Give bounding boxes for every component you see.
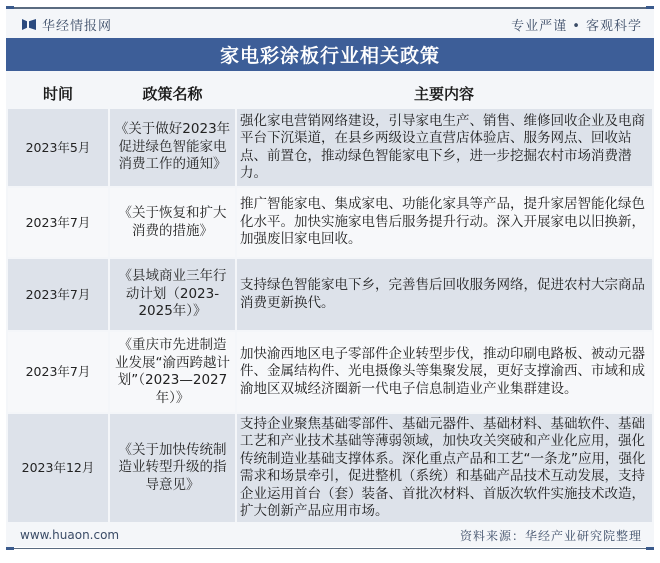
top-divider [6,7,654,9]
row-policy-name: 《关于恢复和扩大消费的措施》 [110,188,235,257]
brand [22,15,112,34]
table-row [8,259,654,330]
data-source: 资料来源：华经产业研究院整理 [459,528,642,543]
huajing-logo-icon [22,18,36,30]
page-title: 家电彩涂板行业相关政策 [219,45,440,67]
row-time: 2023年7月 [8,188,108,257]
table-row [8,414,654,522]
column-header-policy-name: 政策名称 [142,85,203,103]
row-time: 2023年7月 [8,332,108,412]
website-url: www.huaon.com [20,528,120,542]
column-header-time: 时间 [42,85,73,103]
row-content: 支持绿色智能家电下乡，完善售后回收服务网络，促进农村大宗商品消费更新换代。 [237,259,652,330]
brand-name: 华经情报网 [42,18,113,34]
bottom-divider [6,548,654,549]
row-time: 2023年7月 [8,259,108,330]
table-row [8,188,654,257]
column-header-content: 主要内容 [413,85,474,103]
table-row [8,109,654,186]
table-row [8,332,654,412]
title-bar [6,38,654,71]
row-policy-name: 《县域商业三年行动计划（2023-2025年）》 [110,259,235,330]
row-time: 2023年5月 [8,109,108,186]
row-time: 2023年12月 [8,414,108,522]
table-header-row [8,80,654,107]
row-policy-name: 《重庆市先进制造业发展“渝西跨越计划”（2023—2027年）》 [110,332,235,412]
policy-table [8,80,654,524]
slogan: 专业严谨 • 客观科学 [511,18,642,34]
brand-bar [6,10,654,38]
row-policy-name: 《关于加快传统制造业转型升级的指导意见》 [110,414,235,522]
row-content: 加快渝西地区电子零部件企业转型步伐，推动印刷电路板、被动元器件、金属结构件、光电摄像头等集聚发展，更好支撑渝西、市域和成渝地区双城经济圈新一代电子信息制造业产业集群建设。 [237,332,652,412]
row-content: 支持企业聚焦基础零部件、基础元器件、基础材料、基础软件、基础工艺和产业技术基础等薄弱领域，加快攻关突破和产业化应用，强化传统制造业基础支撑体系。深化重点产品和工艺“一条龙”应用，强化需求和场景牵引，促进整机（系统）和基础产品技术互动发展，支持企业运用首台（套）装备、首批次材料、首版次软件实施技术改造，扩大创新产品应用市场。 [237,414,652,522]
row-policy-name: 《关于做好2023年促进绿色智能家电消费工作的通知》 [110,109,235,186]
row-content: 推广智能家电、集成家电、功能化家具等产品，提升家居智能化绿色化水平。加快实施家电售后服务提升行动。深入开展家电以旧换新，加强废旧家电回收。 [237,188,652,257]
row-content: 强化家电营销网络建设，引导家电生产、销售、维修回收企业及电商平台下沉渠道，在县乡两级设立直营店体验店、服务网点、回收站点、前置仓，推动绿色智能家电下乡，进一步挖掘农村市场消费潜力。 [237,109,652,186]
footer [6,523,654,547]
